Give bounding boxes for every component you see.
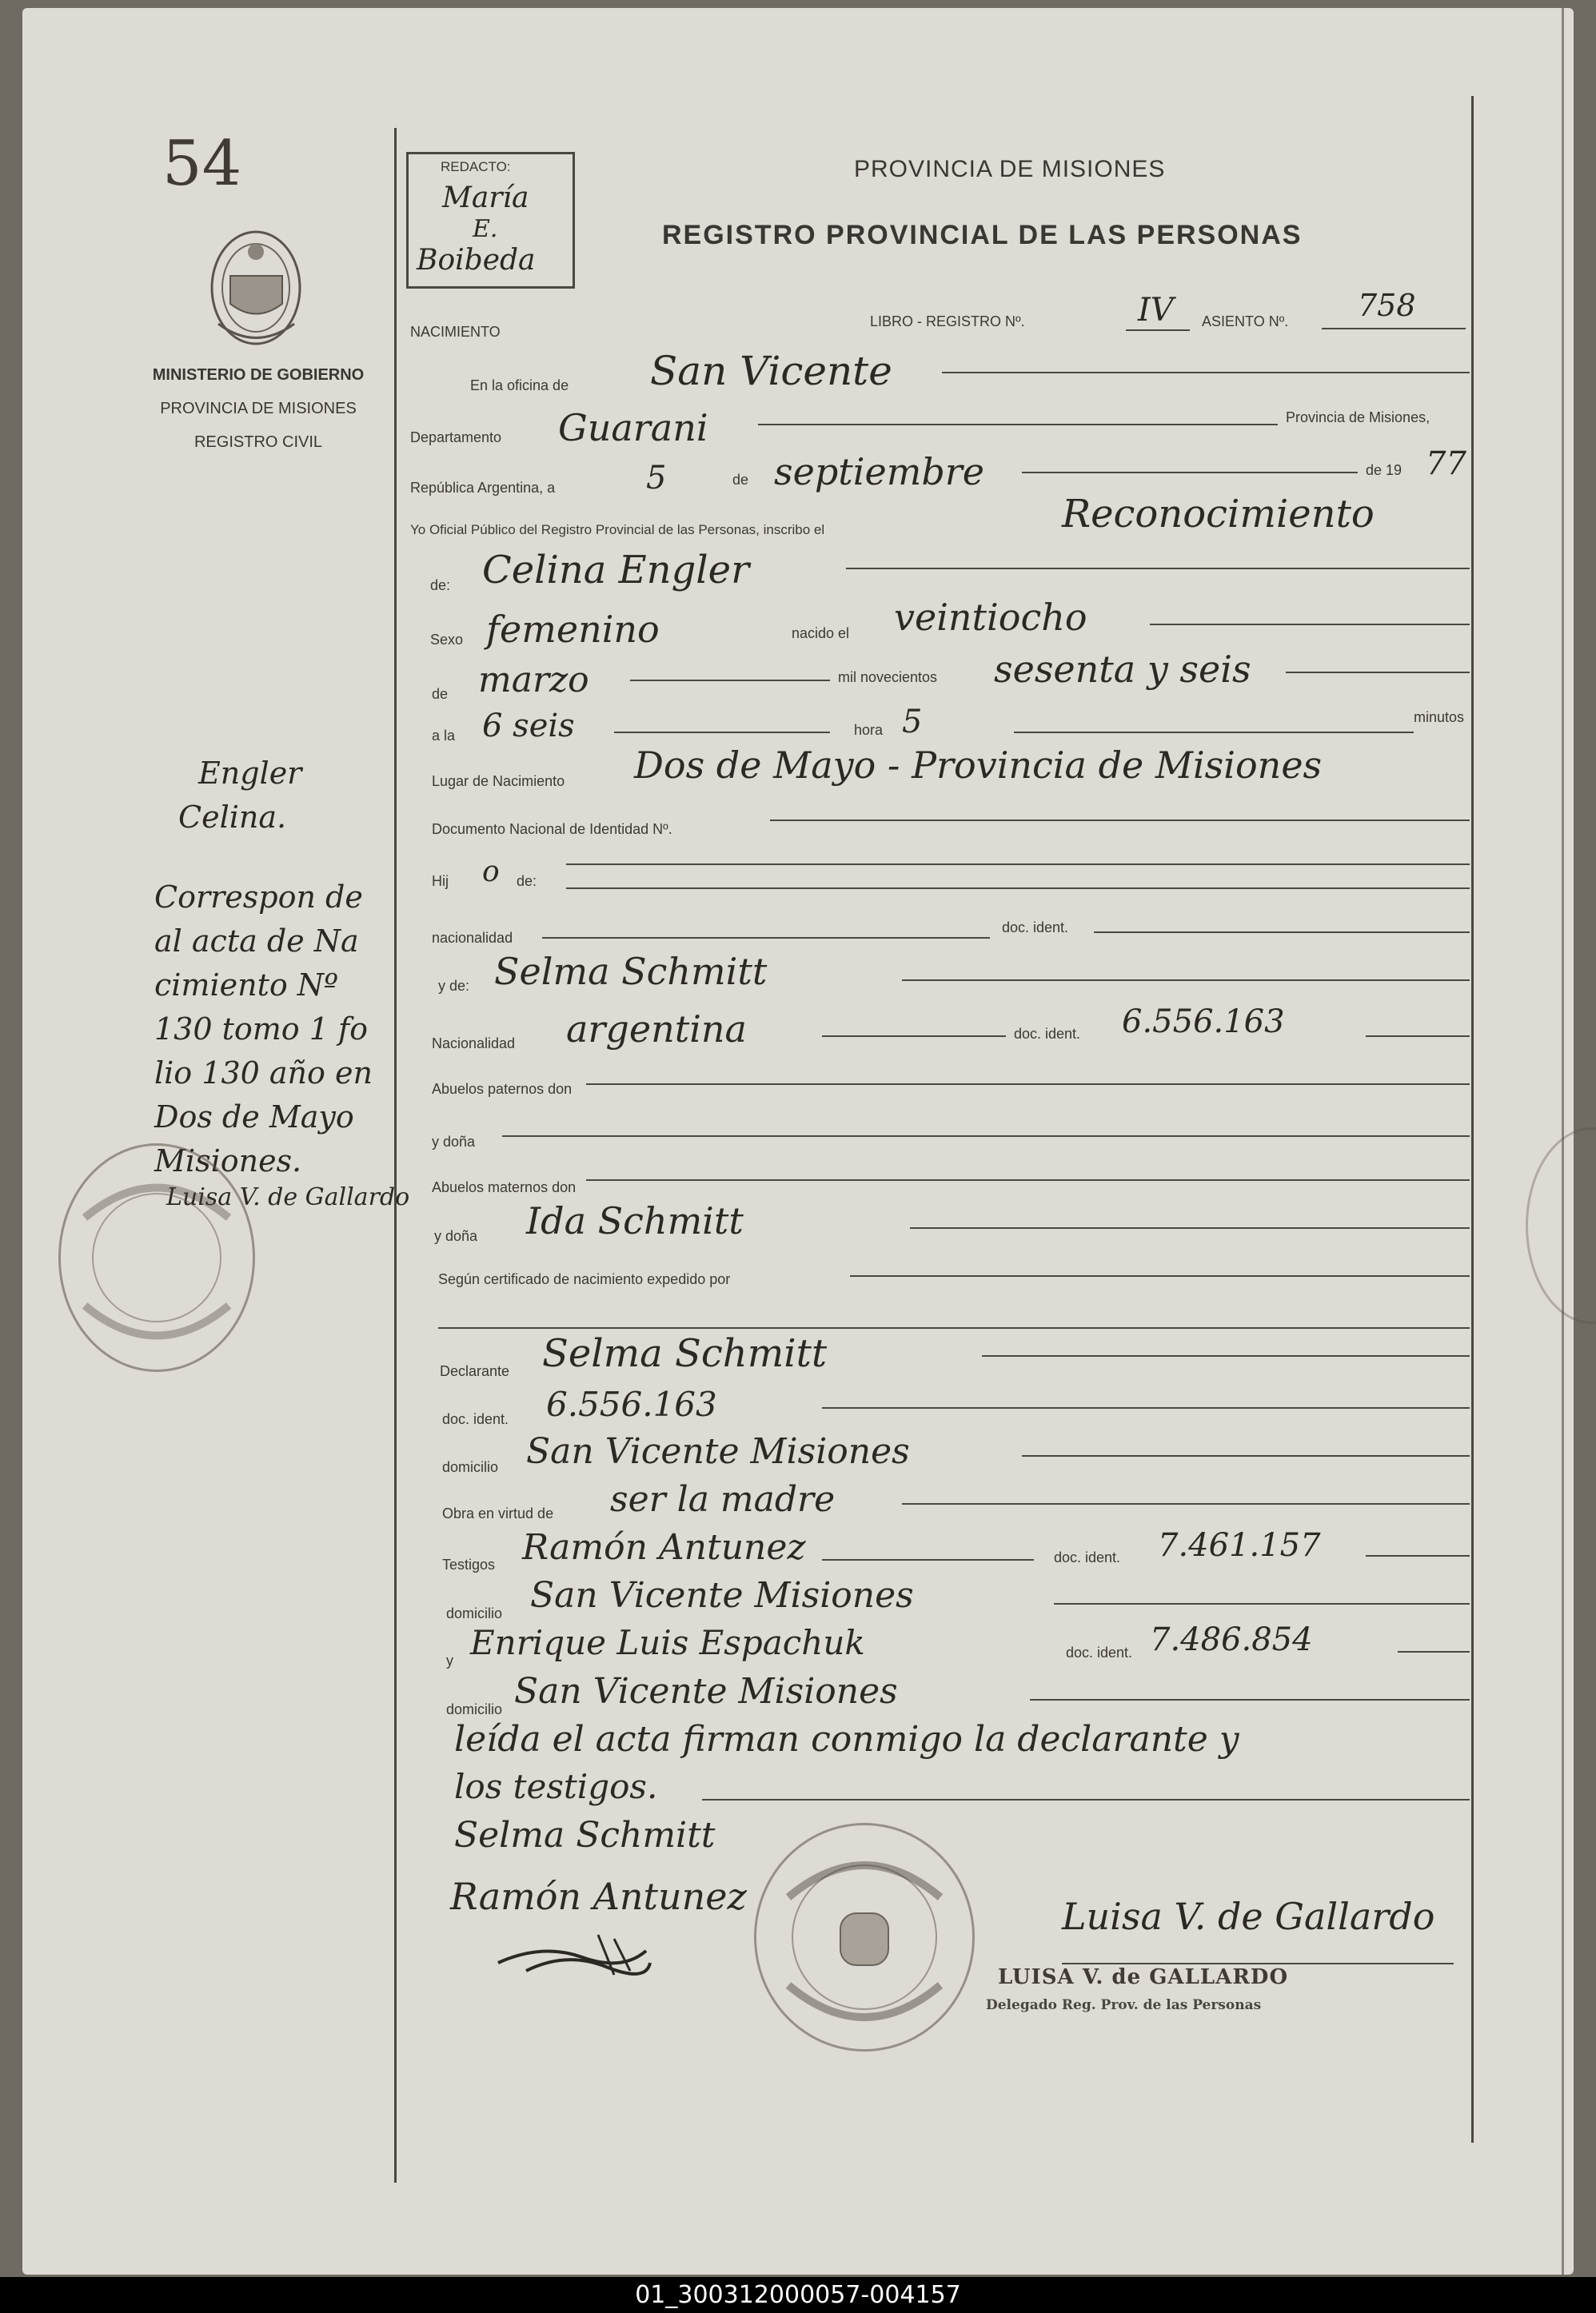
- mil-novecientos-label: mil novecientos: [838, 669, 938, 685]
- hijo-label: Hij: [432, 873, 449, 889]
- ministry-label: MINISTERIO DE GOBIERNO: [152, 366, 365, 384]
- margin-note-line: Misiones.: [154, 1143, 302, 1178]
- signature-scribble: [494, 1927, 654, 1983]
- de-label: de: [732, 472, 749, 488]
- segun-label: Según certificado de nacimiento expedido por: [438, 1271, 731, 1287]
- obra-value: ser la madre: [610, 1479, 836, 1520]
- doc-declarante-value: 6.556.163: [546, 1385, 717, 1424]
- oficina-line: [942, 372, 1470, 373]
- libro-line: [1126, 329, 1190, 331]
- domicilio1-line: [1022, 1455, 1470, 1457]
- drafted-by-name-2: E.: [473, 215, 498, 243]
- nacionalidad1-line: [542, 937, 990, 939]
- nacido-label: nacido el: [792, 625, 850, 641]
- doc-ident2-label: doc. ident.: [1014, 1026, 1081, 1042]
- domicilio-testigo2-value: San Vicente Misiones: [514, 1671, 898, 1712]
- declarante-value: Selma Schmitt: [542, 1331, 828, 1376]
- minutos-line: [1014, 732, 1414, 733]
- y-dona1-label: y doña: [432, 1134, 476, 1150]
- libro-label: LIBRO - REGISTRO Nº.: [870, 313, 1025, 329]
- hijo-line-2: [566, 887, 1470, 889]
- official-name-stamp: LUISA V. de GALLARDO: [998, 1965, 1289, 1989]
- nacido-line: [1150, 624, 1470, 625]
- abuela-materna-value: Ida Schmitt: [526, 1199, 744, 1242]
- margin-note-line: cimiento Nº: [154, 967, 338, 1003]
- de-nombre-label: de:: [430, 577, 451, 593]
- testigo2-value: Enrique Luis Espachuk: [470, 1623, 865, 1662]
- obra-line: [902, 1503, 1470, 1505]
- dia-value: 5: [646, 460, 667, 496]
- margin-note-line: 130 tomo 1 fo: [154, 1011, 368, 1047]
- republica-label: República Argentina, a: [410, 480, 556, 496]
- signature-ramon: Ramón Antunez: [450, 1875, 747, 1918]
- margin-name-1: Engler: [198, 756, 302, 791]
- margin-signature: Luisa V. de Gallardo: [166, 1183, 410, 1211]
- registry-title: REGISTRO PROVINCIAL DE LAS PERSONAS: [662, 220, 1303, 250]
- nacionalidad1-label: nacionalidad: [432, 930, 513, 946]
- mes-line: [1022, 472, 1358, 473]
- margin-round-stamp: [58, 1143, 255, 1372]
- domicilio2-label: domicilio: [446, 1605, 503, 1621]
- mes-value: septiembre: [774, 450, 984, 493]
- doc-ident5-label: doc. ident.: [1066, 1645, 1133, 1661]
- doc-ident4-line: [1366, 1555, 1470, 1557]
- y-dona2-label: y doña: [434, 1228, 478, 1244]
- domicilio-declarante-value: San Vicente Misiones: [526, 1431, 910, 1472]
- province-header: PROVINCIA DE MISIONES: [854, 156, 1166, 182]
- departamento-label: Departamento: [410, 429, 502, 445]
- a-la-label: a la: [432, 728, 456, 744]
- drafted-by-label: REDACTO:: [441, 159, 511, 174]
- doc-ident4-label: doc. ident.: [1054, 1549, 1121, 1565]
- provincia-misiones-label: Provincia de Misiones,: [1286, 409, 1430, 425]
- hora-label: hora: [854, 722, 884, 738]
- doc-madre-value: 6.556.163: [1122, 1003, 1285, 1040]
- sexo-label: Sexo: [430, 632, 464, 648]
- y-de-label: y de:: [438, 978, 470, 994]
- nacimiento-label: NACIMIENTO: [410, 324, 501, 340]
- hijo-line-1: [566, 863, 1470, 865]
- lugar-label: Lugar de Nacimiento: [432, 773, 565, 789]
- y-label: y: [446, 1653, 453, 1669]
- asiento-line: [1322, 328, 1466, 329]
- anio-nac-value: sesenta y seis: [994, 648, 1251, 691]
- doc-ident1-label: doc. ident.: [1002, 919, 1069, 935]
- drafted-by-name-1: María: [442, 181, 529, 214]
- folio-number: 54: [162, 128, 242, 200]
- obra-label: Obra en virtud de: [442, 1505, 554, 1521]
- domicilio1-label: domicilio: [442, 1459, 499, 1475]
- margin-note: [154, 875, 373, 1183]
- official-role-stamp: Delegado Reg. Prov. de las Personas: [986, 1997, 1262, 2013]
- a-la-value: 6 seis: [482, 708, 575, 744]
- province-label: PROVINCIA DE MISIONES: [160, 400, 357, 417]
- doc-ident5-line: [1398, 1651, 1470, 1653]
- doc-ident1-line: [1094, 931, 1470, 933]
- de-19-label: de 19: [1366, 462, 1402, 478]
- drafted-by-box: [406, 152, 575, 289]
- y-dona1-line: [502, 1135, 1470, 1137]
- documento-label: Documento Nacional de Identidad Nº.: [432, 821, 672, 837]
- segun-line-2: [438, 1327, 1470, 1329]
- image-id-footer: 01_300312000057-004157: [0, 2277, 1596, 2313]
- right-margin-rule: [1471, 96, 1474, 2143]
- coat-of-arms-emblem: [202, 220, 310, 352]
- margin-note-line: lio 130 año en: [154, 1055, 373, 1091]
- doc-testigo2-value: 7.486.854: [1150, 1621, 1313, 1658]
- signature-selma: Selma Schmitt: [454, 1815, 716, 1856]
- domicilio3-line: [1030, 1699, 1470, 1701]
- acto-value: Reconocimiento: [1062, 492, 1375, 536]
- nacionalidad-madre-value: argentina: [566, 1007, 747, 1051]
- yo-oficial-label: Yo Oficial Público del Registro Provincial de las Personas, inscribo el: [410, 522, 825, 537]
- de-hijo-label: de:: [517, 873, 537, 889]
- testigos-label: Testigos: [442, 1557, 496, 1573]
- document-page: [22, 8, 1574, 2275]
- closing-line-rule: [702, 1799, 1470, 1801]
- a-la-line: [614, 732, 830, 733]
- abuelos-paternos-line: [586, 1083, 1470, 1085]
- departamento-value: Guarani: [558, 406, 708, 449]
- madre-value: Selma Schmitt: [494, 950, 768, 993]
- margin-note-line: al acta de Na: [154, 923, 359, 959]
- domicilio-testigo1-value: San Vicente Misiones: [530, 1575, 914, 1616]
- segun-line-1: [850, 1275, 1470, 1277]
- drafted-by-name-3: Boibeda: [417, 244, 536, 277]
- libro-value: IV: [1138, 292, 1174, 329]
- asiento-value: 758: [1358, 288, 1416, 323]
- lugar-value: Dos de Mayo - Provincia de Misiones: [634, 744, 1323, 787]
- de-mes-label: de: [432, 686, 449, 702]
- sexo-value: femenino: [486, 608, 660, 651]
- nacionalidad2-line: [822, 1035, 1006, 1037]
- doc-ident2-line: [1366, 1035, 1470, 1037]
- abuelos-maternos-line: [586, 1179, 1470, 1181]
- nombre-line: [846, 568, 1470, 569]
- declarante-label: Declarante: [440, 1363, 510, 1379]
- doc-ident3-label: doc. ident.: [442, 1411, 509, 1427]
- testigo1-line: [822, 1559, 1034, 1561]
- left-margin-rule: [394, 128, 397, 2183]
- nombre-value: Celina Engler: [482, 548, 750, 592]
- domicilio3-label: domicilio: [446, 1701, 503, 1717]
- anio-nac-line: [1286, 672, 1470, 673]
- domicilio2-line: [1054, 1603, 1470, 1605]
- documento-line: [770, 820, 1470, 821]
- hijo-suffix-value: o: [482, 855, 500, 888]
- anio-value: 77: [1426, 445, 1466, 482]
- closing-line-2: los testigos.: [454, 1767, 658, 1806]
- hora-value: 5: [902, 704, 923, 740]
- madre-line: [902, 979, 1470, 981]
- round-official-stamp: [754, 1823, 975, 2052]
- testigo1-value: Ramón Antunez: [522, 1527, 806, 1568]
- registry-label: REGISTRO CIVIL: [194, 433, 323, 451]
- official-signature-line: [1062, 1963, 1454, 1964]
- nacido-value: veintiocho: [894, 596, 1087, 639]
- official-signature: Luisa V. de Gallardo: [1062, 1895, 1435, 1938]
- doc-testigo1-value: 7.461.157: [1158, 1527, 1321, 1564]
- margin-name-2: Celina.: [178, 800, 287, 835]
- doc-ident3-line: [822, 1407, 1470, 1409]
- mes-nac-value: marzo: [478, 660, 589, 700]
- oficina-value: San Vicente: [650, 348, 892, 394]
- right-edge-stamp: [1526, 1127, 1596, 1324]
- oficina-label: En la oficina de: [470, 377, 569, 393]
- nacionalidad2-label: Nacionalidad: [432, 1035, 516, 1051]
- abuelos-maternos-label: Abuelos maternos don: [432, 1179, 577, 1195]
- abuelos-paternos-label: Abuelos paternos don: [432, 1081, 573, 1097]
- minutos-label: minutos: [1414, 709, 1465, 725]
- asiento-label: ASIENTO Nº.: [1202, 313, 1289, 329]
- abuela-materna-line: [910, 1227, 1470, 1229]
- closing-line-1: leída el acta firman conmigo la declarante y: [454, 1719, 1239, 1760]
- departamento-line: [758, 424, 1278, 425]
- mes-nac-line: [630, 680, 830, 681]
- declarante-line: [982, 1355, 1470, 1357]
- margin-note-line: Dos de Mayo: [154, 1099, 354, 1135]
- margin-note-line: Correspon de: [154, 879, 363, 915]
